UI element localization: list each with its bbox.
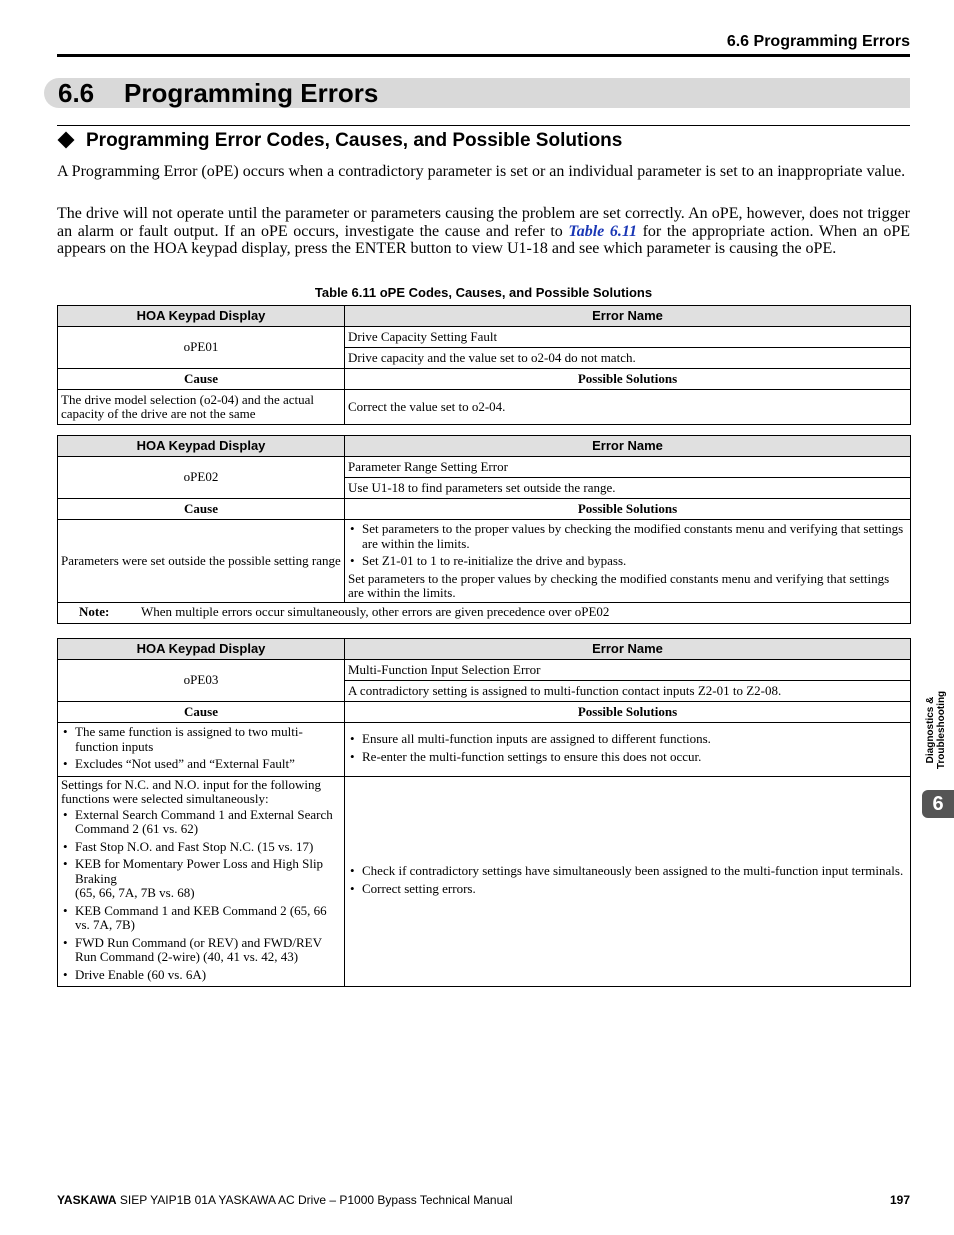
note-row — [58, 602, 911, 623]
solution-list — [348, 522, 907, 569]
error-description: Use U1-18 to find parameters set outside the range. — [345, 478, 911, 499]
running-head: 6.6 Programming Errors — [726, 33, 910, 50]
subheading-text: Programming Error Codes, Causes, and Possible Solutions — [86, 130, 623, 151]
chapter-side-label — [922, 683, 950, 776]
cause-header-row — [58, 702, 911, 723]
solution-list — [348, 732, 907, 764]
error-code: oPE02 — [58, 457, 345, 499]
solution-text: Set parameters to the proper values by checking the modified constants menu and verifying that settings are within the limits. — [348, 570, 890, 600]
cause-list — [61, 725, 341, 772]
list-item-codes: (65, 66, 7A, 7B vs. 68) — [75, 885, 195, 900]
list-item: • Ensure all multi-function inputs are assigned to different functions. — [348, 732, 907, 747]
list-item: • The same function is assigned to two multi-function inputs — [61, 725, 341, 754]
subheading-rule — [57, 125, 910, 126]
header-cause: Cause — [58, 702, 345, 723]
list-item: • Set Z1-01 to 1 to re-initialize the drive and bypass. — [348, 554, 907, 569]
table-header-row — [58, 639, 911, 660]
list-item: • Re-enter the multi-function settings to ensure this does not occur. — [348, 750, 907, 765]
diamond-bullet-icon — [58, 131, 75, 148]
instruction-paragraph — [57, 205, 910, 258]
table-reference-link[interactable]: Table 6.11 — [568, 222, 637, 240]
error-code: oPE01 — [58, 327, 345, 369]
cause-header-row — [58, 369, 911, 390]
error-description: A contradictory setting is assigned to multi-function contact inputs Z2-01 to Z2-08. — [345, 681, 911, 702]
ope01-table — [57, 305, 911, 425]
table-header-row — [58, 306, 911, 327]
solution-cell — [345, 776, 911, 987]
footer-brand: YASKAWA — [57, 1193, 117, 1207]
side-label-line1: Diagnostics & — [925, 696, 936, 763]
side-label-line2: Troubleshooting — [936, 690, 947, 769]
error-description: Drive capacity and the value set to o2-04 do not match. — [345, 348, 911, 369]
list-item: • Set parameters to the proper values by checking the modified constants menu and verifying that settings are within the limits. — [348, 522, 907, 551]
header-error-name: Error Name — [345, 639, 911, 660]
section-number: 6.6 — [58, 78, 95, 108]
table-row — [58, 327, 911, 348]
table-row — [58, 390, 911, 425]
list-item: • Drive Enable (60 vs. 6A) — [61, 968, 341, 983]
note-label: Note: — [79, 604, 110, 620]
ope02-table — [57, 435, 911, 624]
header-display: HOA Keypad Display — [58, 639, 345, 660]
table-row — [58, 457, 911, 478]
solution-cell: Correct the value set to o2-04. — [345, 390, 911, 425]
cause-list — [61, 808, 341, 983]
table-row — [58, 520, 911, 603]
list-item — [61, 857, 341, 901]
table-caption: Table 6.11 oPE Codes, Causes, and Possible Solutions — [314, 285, 653, 300]
ope03-table — [57, 638, 911, 987]
note-text: When multiple errors occur simultaneously, other errors are given precedence over oPE02 — [141, 604, 610, 620]
cause-cell — [58, 723, 345, 777]
list-item-text: KEB for Momentary Power Loss and High Slip Braking — [75, 856, 324, 886]
list-item: • Check if contradictory settings have simultaneously been assigned to the multi-function input terminals. — [348, 864, 907, 879]
header-error-name: Error Name — [345, 436, 911, 457]
page-number: 197 — [889, 1193, 910, 1207]
header-display: HOA Keypad Display — [58, 436, 345, 457]
header-solutions: Possible Solutions — [345, 369, 911, 390]
cause-cell: Parameters were set outside the possible setting range — [58, 520, 345, 603]
header-cause: Cause — [58, 369, 345, 390]
solution-list — [348, 864, 907, 896]
error-name: Drive Capacity Setting Fault — [345, 327, 911, 348]
error-name: Parameter Range Setting Error — [345, 457, 911, 478]
list-item: • FWD Run Command (or REV) and FWD/REV Run Command (2-wire) (40, 41 vs. 42, 43) — [61, 936, 341, 965]
table-header-row — [58, 436, 911, 457]
subheading — [57, 129, 622, 153]
header-solutions: Possible Solutions — [345, 702, 911, 723]
cause-header-row — [58, 499, 911, 520]
solution-cell — [345, 723, 911, 777]
paragraph-text-after: for the appropriate action. When an oPE appears on the HOA keypad display, press the ENTER button to view U1-18 and see which parameter is causing the oPE. — [57, 222, 911, 257]
solution-cell — [345, 520, 911, 603]
header-rule — [57, 54, 910, 57]
table-row — [58, 723, 911, 777]
cause-cell — [58, 776, 345, 987]
header-error-name: Error Name — [345, 306, 911, 327]
list-item: • Fast Stop N.O. and Fast Stop N.C. (15 vs. 17) — [61, 840, 341, 855]
paragraph-text-before: The drive will not operate until the parameter or parameters causing the problem are set correctly. An oPE, however, does not trigger an alarm or fault output. If an oPE occurs, investigate the cause and refer to — [57, 205, 910, 240]
list-item: • External Search Command 1 and External Search Command 2 (61 vs. 62) — [61, 808, 341, 837]
table-row — [58, 776, 911, 987]
table-row — [58, 660, 911, 681]
page-footer — [57, 1193, 910, 1207]
header-display: HOA Keypad Display — [58, 306, 345, 327]
error-name: Multi-Function Input Selection Error — [345, 660, 911, 681]
section-title-text: Programming Errors — [124, 78, 379, 108]
list-item: • KEB Command 1 and KEB Command 2 (65, 66 vs. 7A, 7B) — [61, 904, 341, 933]
header-solutions: Possible Solutions — [345, 499, 911, 520]
list-item: • Excludes “Not used” and “External Fault” — [61, 757, 341, 772]
cause-intro: Settings for N.C. and N.O. input for the following functions were selected simultaneously: — [61, 776, 321, 806]
error-code: oPE03 — [58, 660, 345, 702]
intro-paragraph: A Programming Error (oPE) occurs when a contradictory parameter is set or an individual parameter is set to an inappropriate value. — [57, 163, 906, 180]
list-item: • Correct setting errors. — [348, 882, 907, 897]
footer-text: SIEP YAIP1B 01A YASKAWA AC Drive – P1000 Bypass Technical Manual — [116, 1193, 513, 1207]
section-title — [58, 78, 378, 108]
chapter-tab: 6 — [922, 790, 954, 818]
cause-cell: The drive model selection (o2-04) and the actual capacity of the drive are not the same — [58, 390, 345, 425]
header-cause: Cause — [58, 499, 345, 520]
